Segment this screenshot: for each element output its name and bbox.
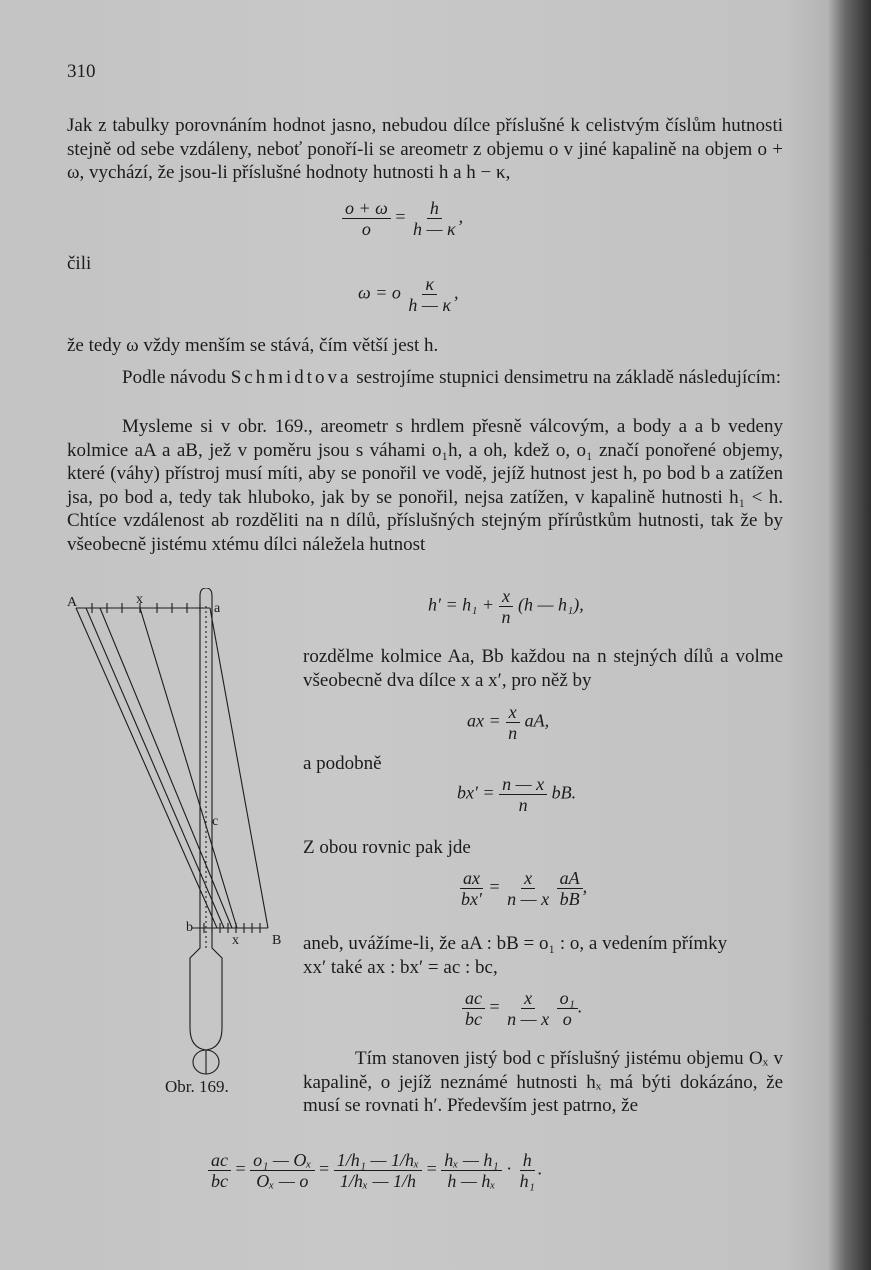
eq6-c-denominator: bB [559, 889, 580, 909]
eq7-c-denominator: o [562, 1009, 572, 1029]
eq4-numerator: x [506, 702, 520, 723]
page-number: 310 [67, 61, 96, 82]
equation-3 [428, 586, 584, 627]
para2-text-a: Podle návodu [122, 367, 226, 388]
eq2-numerator: κ [422, 274, 437, 295]
equation-6: $\frac{ax}{bx'}$ = $\frac{x}{n — x}$ $\frac{aA}{bB}$ , [458, 868, 587, 909]
label-c: c [212, 814, 219, 829]
eq8-e-denominator: h₁ [519, 1171, 535, 1191]
eq8-d-denominator: h — hₓ [447, 1171, 496, 1191]
diagonal-line [76, 608, 217, 928]
paragraph-intro: Jak z tabulky porovnáním hodnot jasno, nebudou dílce příslušné k celistvým číslům hutnosti stejně od sebe vzdáleny, neboť ponoří-li se areometr z objemu o v jiné kapalině na objem o + ω, vychází, že jsou-li příslušné hodnoty hutnosti h a h − κ, [67, 115, 783, 183]
eq8-b-numerator: o₁ — Oₓ [250, 1150, 314, 1171]
paragraph-aneb-line2: xx′ také ax : bx′ = ac : bc, [303, 957, 498, 978]
eq4-lhs: ax = [467, 710, 501, 731]
eq7-a-denominator: bc [465, 1009, 482, 1029]
eq6-a-numerator: ax [460, 868, 483, 889]
eq6-c-numerator: aA [557, 868, 583, 889]
eq5-denominator: n [518, 795, 528, 815]
para2-text-b: sestrojíme stupnici densimetru na základě následujícím: [356, 367, 781, 388]
eq6-b-denominator: n — x [507, 889, 550, 909]
eq7-period: . [577, 996, 583, 1017]
label-b: b [186, 920, 193, 935]
eq4-denominator: n [508, 723, 518, 743]
eq5-lhs: bx′ = [457, 782, 495, 803]
label-a: a [214, 601, 221, 616]
line-ze-tedy: že tedy ω vždy menším se stává, čím větší jest h. [67, 335, 439, 356]
figure-caption: Obr. 169. [165, 1077, 229, 1096]
label-A: A [67, 595, 78, 610]
label-x-bottom: x [232, 933, 239, 948]
equation-7: $\frac{ac}{bc}$ = $\frac{x}{n — x}$ $\frac{\text{o₁}}{o}$ . [462, 988, 582, 1029]
eq8-b-denominator: Oₓ — o [256, 1171, 309, 1191]
equation-2 [358, 274, 459, 315]
eq3-rhs: (h — h₁), [518, 594, 584, 615]
para2-name-schmidt: Schmidtova [230, 367, 352, 388]
eq1-lhs-numerator: o + ω [342, 198, 391, 219]
label-x-top: x [136, 592, 143, 607]
equation-8: $\frac{ac}{bc}$ = $\frac{\text{o₁ — Oₓ}}{\text{Oₓ — o}}$ = $\frac{\text{1/h₁ — 1/hₓ}}{\text{1/hₓ — 1/h}}$ = $\frac{\text{hₓ — h₁}}{\text{h — hₓ}}$ · $\frac{h}{\text{h₁}}$ . [208, 1150, 542, 1191]
eq8-period: . [537, 1158, 543, 1179]
eq3-lhs: h′ = h₁ + [428, 594, 494, 615]
eq1-rhs-numerator: h [427, 198, 442, 219]
paragraph-mysleme: Mysleme si v obr. 169., areometr s hrdlem přesně válcovým, a body a a b vedeny kolmice aA a aB, jež v poměru jsou s váhami o₁h, a oh, kdež o, o₁ značí ponořené objemy, které (váhy) přístroj musí míti, aby se ponořil ve vodě, jejíž hutnost jest h, po bod b a zatížen jsa, po bod a, tedy tak hluboko, jak by se ponořil, nejsa zatížen, v kapalině hutnosti h₁ < h. Chtíce vzdálenost ab rozděliti na n dílů, příslušných stejným přírůstkům hutnosti, tak že by všeobecně jistému xtému dílci náležela hutnost [67, 416, 783, 555]
eq2-comma: , [454, 282, 459, 303]
eq1-comma: , [458, 206, 464, 227]
equation-5 [457, 774, 576, 815]
text-a-podobne: a podobně [303, 753, 382, 774]
eq1-rhs-denominator: h — κ [413, 219, 456, 239]
eq8-c-num-right: 1/hₓ [390, 1150, 420, 1170]
eq7-c-numerator: o₁ [557, 988, 578, 1009]
eq8-a-numerator: ac [208, 1150, 231, 1171]
eq8-d-numerator: hₓ — h₁ [441, 1150, 501, 1171]
eq8-c-numerator: 1/h₁ — 1/hₓ [334, 1150, 422, 1171]
eq4-rhs: aA, [524, 710, 550, 731]
eq6-b-numerator: x [521, 868, 535, 889]
eq2-lhs: ω = o [358, 282, 401, 303]
word-cili: čili [67, 253, 92, 274]
line-aB-right [210, 608, 268, 928]
text-z-obou: Z obou rovnic pak jde [303, 837, 471, 858]
eq7-a-numerator: ac [462, 988, 485, 1009]
paragraph-tim-stanoven: Tím stanoven jistý bod c příslušný jistému objemu Oₓ v kapalině, o jejíž neznámé hutnosti hₓ má býti dokázáno, že musí se rovnati h′. Především jest patrno, že [303, 1048, 783, 1116]
equation-4 [467, 702, 549, 743]
eq7-b-denominator: n — x [507, 1009, 550, 1029]
eq6-a-denominator: bx′ [461, 889, 482, 909]
eq8-c-den-left: 1/hₓ [339, 1171, 368, 1191]
paragraph-rozdelme: rozdělme kolmice Aa, Bb každou na n stejných dílů a volme všeobecně dva dílce x a x′, pro něž by [303, 646, 783, 691]
eq8-c-denominator: 1/hₓ — 1/h [339, 1171, 416, 1191]
eq7-b-numerator: x [521, 988, 535, 1009]
paragraph-schmidt [67, 366, 783, 390]
eq5-numerator: n — x [499, 774, 547, 795]
eq3-denominator: n [501, 607, 511, 627]
eq6-comma: , [582, 876, 588, 897]
eq8-e-numerator: h [520, 1150, 535, 1171]
eq8-c-num-left: 1/h₁ [336, 1150, 366, 1170]
paragraph-aneb-line1: aneb, uvážíme-li, že aA : bB = o₁ : o, a vedením přímky [303, 933, 728, 954]
eq8-c-den-right: 1/h [392, 1171, 416, 1191]
eq8-a-denominator: bc [211, 1171, 228, 1191]
eq5-rhs: bB. [551, 782, 577, 803]
equation-1: $\frac{o + \omega}{o}$ = $\frac{h}{h — \kappa}$ , [342, 198, 463, 239]
label-B: B [272, 933, 282, 948]
eq1-lhs-denominator: o [361, 219, 371, 239]
eq3-numerator: x [499, 586, 513, 607]
eq2-denominator: h — κ [408, 295, 452, 315]
figure-169-areometer [62, 588, 292, 1088]
